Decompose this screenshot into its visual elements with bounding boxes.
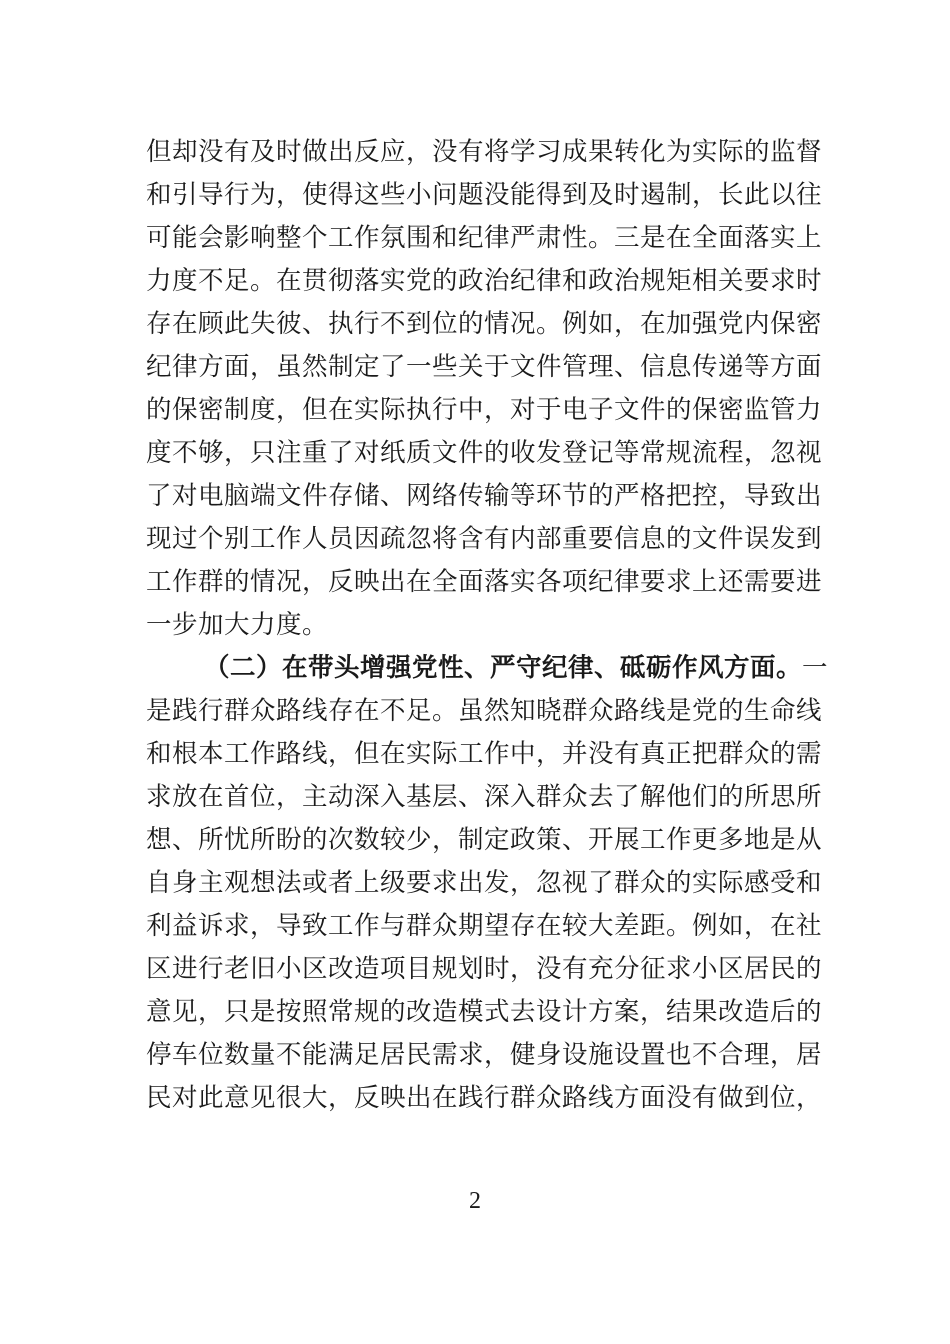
paragraph-line: 想、所忧所盼的次数较少，制定政策、开展工作更多地是从: [146, 825, 823, 855]
section-heading-line: [204, 648, 829, 688]
paragraph-line: 利益诉求，导致工作与群众期望存在较大差距。例如，在社: [146, 911, 823, 941]
paragraph-line: 和引导行为，使得这些小问题没能得到及时遏制，长此以往: [146, 180, 823, 210]
paragraph-line: 停车位数量不能满足居民需求，健身设施设置也不合理，居: [146, 1040, 823, 1070]
paragraph-line: 可能会影响整个工作氛围和纪律严肃性。三是在全面落实上: [146, 223, 823, 253]
paragraph-line: 力度不足。在贯彻落实党的政治纪律和政治规矩相关要求时: [146, 266, 823, 296]
paragraph-line: 和根本工作路线，但在实际工作中，并没有真正把群众的需: [146, 739, 823, 769]
paragraph-line: 的保密制度，但在实际执行中，对于电子文件的保密监管力: [146, 395, 823, 425]
paragraph-line: 是践行群众路线存在不足。虽然知晓群众路线是党的生命线: [146, 696, 823, 726]
paragraph-line: 自身主观想法或者上级要求出发，忽视了群众的实际感受和: [146, 868, 823, 898]
section-heading-continuation: 一: [802, 653, 829, 683]
section-heading: （二）在带头增强党性、严守纪律、砥砺作风方面。: [204, 653, 803, 683]
paragraph-line: 一步加大力度。: [146, 610, 329, 640]
paragraph-line: 现过个别工作人员因疏忽将含有内部重要信息的文件误发到: [146, 524, 823, 554]
paragraph-line: 民对此意见很大，反映出在践行群众路线方面没有做到位，: [146, 1083, 823, 1113]
paragraph-line: 工作群的情况，反映出在全面落实各项纪律要求上还需要进: [146, 567, 823, 597]
page-number: 2: [469, 1188, 481, 1214]
paragraph-line: 纪律方面，虽然制定了一些关于文件管理、信息传递等方面: [146, 352, 823, 382]
paragraph-line: 存在顾此失彼、执行不到位的情况。例如，在加强党内保密: [146, 309, 823, 339]
paragraph-line: 但却没有及时做出反应，没有将学习成果转化为实际的监督: [146, 137, 823, 167]
paragraph-line: 区进行老旧小区改造项目规划时，没有充分征求小区居民的: [146, 954, 823, 984]
paragraph-line: 度不够，只注重了对纸质文件的收发登记等常规流程，忽视: [146, 438, 823, 468]
paragraph-line: 了对电脑端文件存储、网络传输等环节的严格把控，导致出: [146, 481, 823, 511]
paragraph-line: 求放在首位，主动深入基层、深入群众去了解他们的所思所: [146, 782, 823, 812]
paragraph-line: 意见，只是按照常规的改造模式去设计方案，结果改造后的: [146, 997, 823, 1027]
